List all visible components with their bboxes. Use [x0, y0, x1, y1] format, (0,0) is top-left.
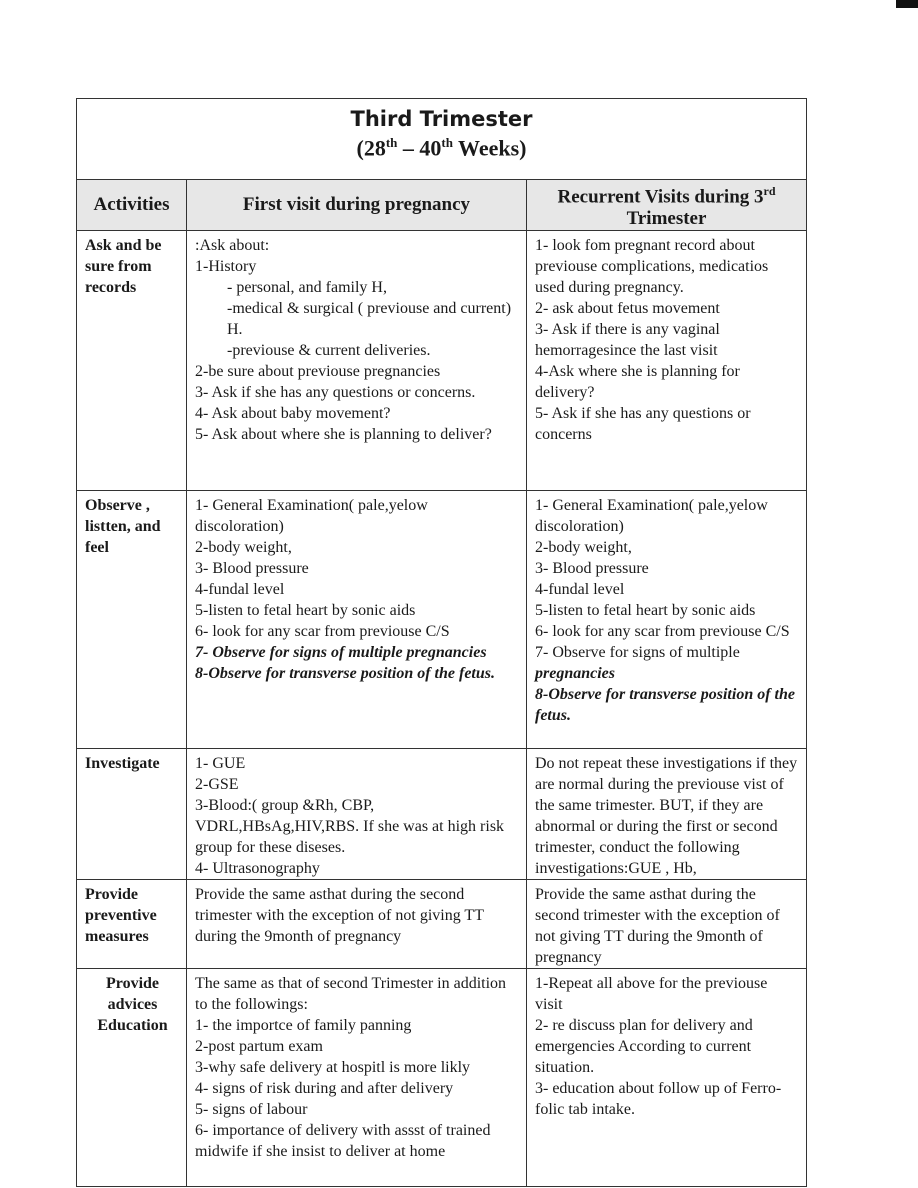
activity-cell: Provide preventive measures	[77, 880, 187, 969]
first-visit-cell: 1- General Examination( pale,yelow discoloration) 2-body weight, 3- Blood pressure 4-fundal level 5-listen to fetal heart by sonic aids 6- look for any scar from previouse C/S 7- Observe for signs of multiple pregnancies 8-Observe for transverse position of the fetus.	[187, 491, 527, 749]
recurrent-visit-cell: 1- look fom pregnant record about previouse complications, medicatios used during pregnancy. 2- ask about fetus movement 3- Ask if there is any vaginal hemorragesince the last visit 4-Ask where she is planning for delivery? 5- Ask if she has any questions or concerns	[527, 231, 807, 491]
recurrent-visit-cell: 1-Repeat all above for the previouse visit 2- re discuss plan for delivery and emergencies According to current situation. 3- education about follow up of Ferro- folic tab intake.	[527, 969, 807, 1187]
activity-cell: Observe , listten, and feel	[77, 491, 187, 749]
table-row	[77, 749, 807, 880]
table-title	[77, 99, 807, 180]
header-activities: Activities	[77, 180, 187, 231]
first-visit-cell: Provide the same asthat during the second trimester with the exception of not giving TT during the 9month of pregnancy	[187, 880, 527, 969]
recurrent-visit-cell: Do not repeat these investigations if they are normal during the previouse vist of the same trimester. BUT, if they are abnormal or during the first or second trimester, conduct the following investigations:GUE , Hb,	[527, 749, 807, 880]
activity-cell: Investigate	[77, 749, 187, 880]
title-main: Third Trimester	[350, 107, 533, 131]
recurrent-visit-cell: 1- General Examination( pale,yelow discoloration) 2-body weight, 3- Blood pressure 4-fundal level 5-listen to fetal heart by sonic aids 6- look for any scar from previouse C/S 7- Observe for signs of multiple pregnancies 8-Observe for transverse position of the fetus.	[527, 491, 807, 749]
third-trimester-table	[76, 98, 807, 1187]
first-visit-cell: 1- GUE 2-GSE 3-Blood:( group &Rh, CBP, VDRL,HBsAg,HIV,RBS. If she was at high risk group for these diseses. 4- Ultrasonography	[187, 749, 527, 880]
table-row	[77, 231, 807, 491]
header-recurrent-visits: Recurrent Visits during 3rd Trimester	[527, 180, 807, 231]
first-visit-cell: :Ask about: 1-History - personal, and family H, -medical & surgical ( previouse and current) H. -previouse & current deliveries. 2-be sure about previouse pregnancies 3- Ask if she has any questions or concerns. 4- Ask about baby movement? 5- Ask about where she is planning to deliver?	[187, 231, 527, 491]
activity-cell: Ask and be sure from records	[77, 231, 187, 491]
activity-cell: Provide advices Education	[77, 969, 187, 1187]
table-row	[77, 491, 807, 749]
table-row	[77, 969, 807, 1187]
table-row	[77, 880, 807, 969]
header-first-visit: First visit during pregnancy	[187, 180, 527, 231]
title-weeks: (28th – 40th Weeks)	[356, 135, 527, 161]
recurrent-visit-cell: Provide the same asthat during the second trimester with the exception of not giving TT during the 9month of pregnancy	[527, 880, 807, 969]
scan-corner-mark	[896, 0, 918, 8]
first-visit-cell: The same as that of second Trimester in addition to the followings: 1- the importce of family panning 2-post partum exam 3-why safe delivery at hospitl is more likly 4- signs of risk during and after delivery 5- signs of labour 6- importance of delivery with assst of trained midwife if she insist to deliver at home	[187, 969, 527, 1187]
